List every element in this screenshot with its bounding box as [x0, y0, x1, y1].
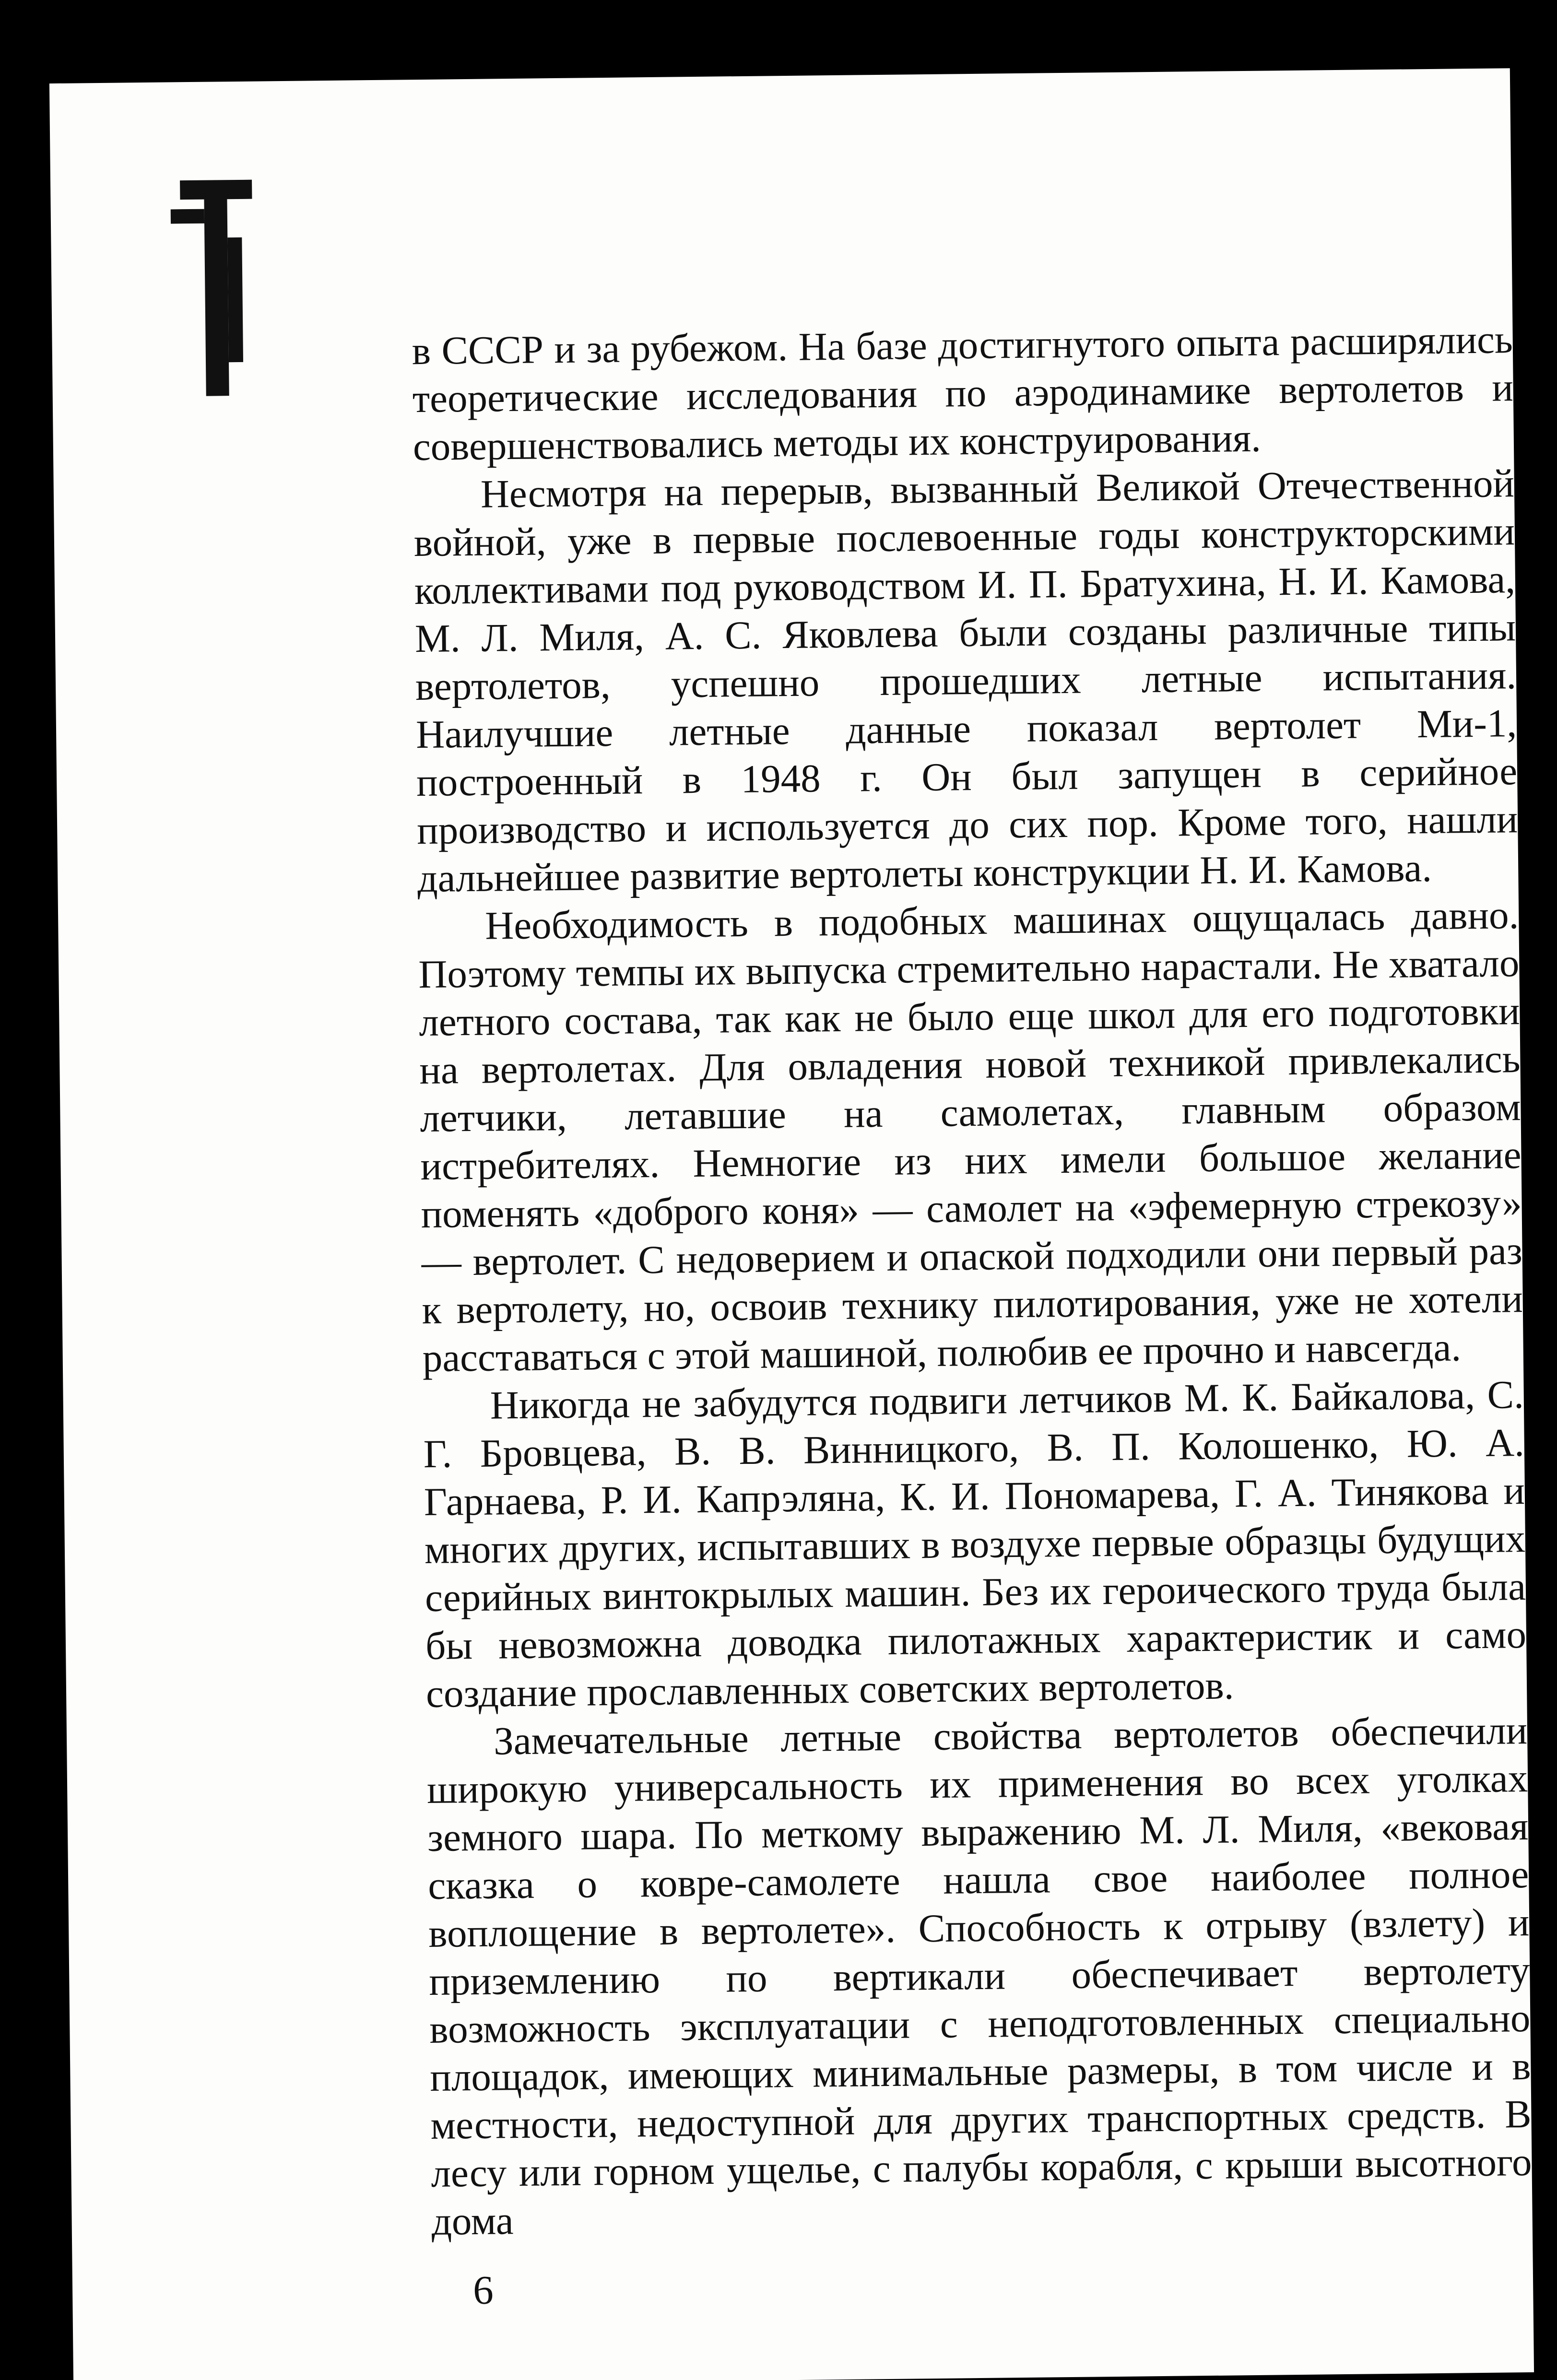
margin-bookmark-mark: [161, 180, 259, 401]
paragraph-3: Необходимость в подобных машинах ощущалась давно. Поэтому темпы их выпуска стремительно нарастали. Не хватало летного состава, так как не было еще школ для его подготовки на вертолетах. Для овладения новой техникой привлекались летчики, летавшие на самолетах, главным образом истребителях. Немногие из них имели большое желание поменять «доброго коня» — самолет на «эфемерную стрекозу» — вертолет. С недоверием и опаской подходили они первый раз к вертолету, но, освоив технику пилотирования, уже не хотели расставаться с этой машиной, полюбив ее прочно и навсегда.: [418, 893, 1523, 1380]
page-number: 6: [472, 2267, 494, 2313]
margin-bar: [204, 194, 229, 396]
book-page: [49, 68, 1534, 2380]
paragraph-2: Несмотря на перерыв, вызванный Великой Отечественной войной, уже в первые послевоенные годы конструкторскими коллективами под руководством И. П. Братухина, Н. И. Камова, М. Л. Миля, А. С. Яковлева были созданы различные типы вертолетов, успешно прошедших летные испытания. Наилучшие летные данные показал вертолет Ми-1, построенный в 1948 г. Он был запущен в серийное производство и используется до сих пор. Кроме того, нашли дальнейшее развитие вертолеты конструкции Н. И. Камова.: [413, 461, 1518, 901]
paragraph-4: Никогда не забудутся подвиги летчиков М. К. Байкалова, С. Г. Бровцева, В. В. Винницкого, В. П. Колошенко, Ю. А. Гарнаева, Р. И. Капрэляна, К. И. Пономарева, Г. А. Тинякова и многих других, испытавших в воздухе первые образцы будущих серийных винтокрылых машин. Без их героического труда была бы невозможна доводка пилотажных характеристик и само создание прославленных советских вертолетов.: [423, 1372, 1527, 1716]
body-text: [412, 315, 1533, 2245]
margin-stub-right: [227, 237, 243, 362]
paragraph-1: в СССР и за рубежом. На базе достигнутого опыта расширялись теоретические исследования по аэродинамике вертолетов и совершенствовались методы их конструирования.: [412, 317, 1514, 469]
margin-stub-top: [180, 180, 252, 200]
margin-stub-left: [171, 209, 204, 224]
paragraph-5: Замечательные летные свойства вертолетов обеспечили широкую универсальность их применения во всех уголках земного шара. По меткому выражению М. Л. Миля, «вековая сказка о ковре-самолете нашла свое наиболее полное воплощение в вертолете». Способность к отрыву (взлету) и приземлению по вертикали обеспечивает вертолету возможность эксплуатации с неподготовленных специально площадок, имеющих минимальные размеры, в том числе и в местности, недоступной для других транспортных средств. В лесу или горном ущелье, с палубы корабля, с крыши высотного дома: [426, 1708, 1532, 2243]
